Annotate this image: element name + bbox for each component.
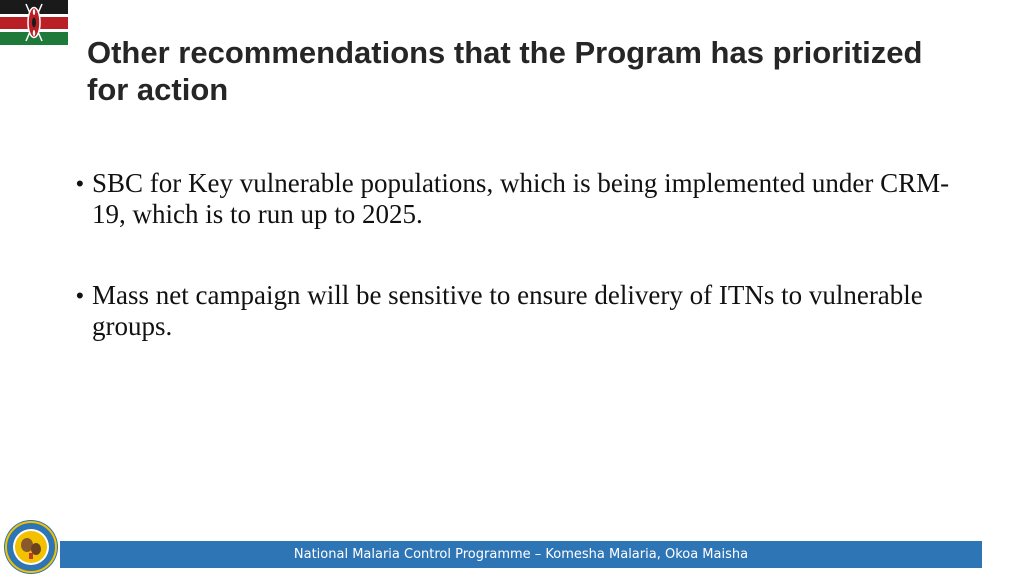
bullet-list — [76, 168, 976, 392]
bullet-item — [76, 168, 976, 230]
bullet-dot-icon: • — [76, 171, 84, 196]
kenya-flag-icon — [0, 0, 68, 45]
footer-text: National Malaria Control Programme – Komesha Malaria, Okoa Maisha — [293, 547, 749, 562]
nmcp-seal-icon — [3, 519, 59, 575]
bullet-item — [76, 280, 976, 342]
bullet-text: SBC for Key vulnerable populations, which is being implemented under CRM-19, which is to run up to 2025. — [92, 168, 950, 229]
footer-bar — [60, 541, 982, 568]
slide-title: Other recommendations that the Program has prioritized for action — [87, 35, 923, 107]
bullet-dot-icon: • — [76, 283, 84, 308]
bullet-text: Mass net campaign will be sensitive to ensure delivery of ITNs to vulnerable groups. — [92, 280, 923, 341]
